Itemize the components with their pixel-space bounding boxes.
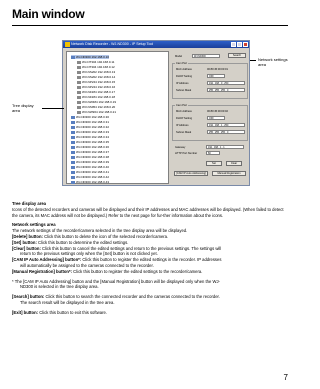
recorder-icon	[71, 171, 75, 174]
clear-button[interactable]: Clear	[226, 161, 242, 166]
minimize-icon[interactable]	[231, 42, 236, 47]
app-window-screenshot	[62, 40, 250, 186]
title-rule	[12, 25, 288, 26]
window-controls	[231, 42, 248, 47]
tree-item-label: WV-NP244 192.168.0.15	[82, 80, 116, 84]
tree-item[interactable]	[77, 65, 115, 69]
ip-label: IP Address	[176, 82, 189, 85]
tree-display-callout: Tree display area	[12, 103, 34, 113]
ip-field[interactable]: 192 . 168 . 0 . 250	[207, 81, 245, 85]
section-heading: Tree display area	[12, 201, 46, 206]
recorder-icon	[71, 181, 75, 184]
camera-icon	[77, 96, 81, 99]
tree-item-label: WV-NP244 192.168.0.16	[82, 85, 116, 89]
subnet-field[interactable]: 255 . 255 . 255 . 0	[207, 88, 245, 92]
camera-icon	[77, 61, 81, 64]
model-label: Model	[175, 55, 183, 58]
gateway-field[interactable]: 192 . 168 . 1 . 1	[206, 145, 244, 149]
paragraph: [CAM IP Auto Addressing] button*: Click this button to register the edited settings in the recorder. IP addresses	[12, 257, 222, 263]
tree-item[interactable]	[71, 125, 109, 129]
camera-icon	[77, 101, 81, 104]
recorder-icon	[71, 166, 75, 169]
group-header: Cam Port	[176, 104, 187, 107]
manual-registration-button[interactable]: Manual Registration	[212, 171, 246, 176]
tree-item[interactable]	[77, 110, 116, 114]
tree-item[interactable]	[77, 105, 115, 109]
note: ND300 is selected in the tree display area.	[20, 284, 99, 290]
note: * The [CAM IP Auto Addressing] button and the [Manual Registration] button will be displayed only when the WJ-	[12, 278, 220, 284]
tree-item[interactable]	[77, 60, 114, 64]
recorder-icon	[71, 121, 75, 124]
window-titlebar	[63, 41, 249, 48]
camera-icon	[77, 111, 81, 114]
paragraph: will automatically be assigned to the cameras connected to the recorder.	[20, 262, 154, 268]
mac-value: 00:80:45:00:00:01	[207, 68, 228, 71]
tree-display-area[interactable]	[66, 51, 169, 184]
ip-label: IP Address	[176, 124, 189, 127]
search-button[interactable]: Search	[228, 53, 246, 58]
mac-label: MAC Address	[176, 68, 192, 71]
tree-item-label: WV-NW964 192.168.0.21	[82, 110, 117, 114]
dhcp-select[interactable]: OFF	[207, 74, 225, 78]
subnet-label: Subnet Mask	[176, 131, 192, 134]
camera-icon	[77, 91, 81, 94]
description-text	[12, 201, 290, 316]
tree-item[interactable]	[77, 100, 116, 104]
set-button[interactable]: Set	[206, 161, 222, 166]
tree-item-label: WJ-ND300 192.168.0.37	[76, 150, 110, 154]
maximize-icon[interactable]	[237, 42, 242, 47]
recorder-icon	[71, 176, 75, 179]
paragraph: [Exit] button: Click this button to exit this software.	[12, 309, 107, 315]
tree-item-label: WJ-ND300 192.168.0.36	[76, 145, 110, 149]
tree-item-label: WV-NS202 192.168.0.13	[82, 70, 116, 74]
tree-item[interactable]	[71, 140, 109, 144]
close-icon[interactable]	[243, 42, 248, 47]
tree-item[interactable]	[71, 55, 109, 59]
tree-item[interactable]	[71, 170, 109, 174]
tree-item[interactable]	[77, 80, 115, 84]
tree-item[interactable]	[71, 150, 109, 154]
tree-item-label: WJ-ND300 192.168.0.40	[76, 165, 110, 169]
page-title: Main window	[12, 7, 85, 21]
recorder-icon	[71, 131, 75, 134]
model-field: WJ-ND300	[192, 54, 220, 58]
network-callout-leader	[250, 60, 256, 61]
camera-icon	[77, 66, 81, 69]
tree-item[interactable]	[77, 85, 115, 89]
recorder-icon	[71, 156, 75, 159]
subnet-field[interactable]: 255 . 255 . 255 . 0	[207, 130, 245, 134]
tree-item[interactable]	[77, 95, 115, 99]
ip-field[interactable]: 192 . 168 . 1 . 250	[207, 123, 245, 127]
camera-icon	[77, 71, 81, 74]
tree-item-label: WV-NF284 192.168.0.17	[82, 90, 116, 94]
recorder-icon	[71, 56, 75, 59]
tree-item-label: WV-NF284 192.168.0.18	[82, 95, 116, 99]
mac-value: 00:80:45:00:00:02	[207, 110, 228, 113]
recorder-icon	[71, 141, 75, 144]
tree-item-label: WV-NS202 192.168.0.14	[82, 75, 116, 79]
tree-item-label: WJ-ND300 192.168.0.35	[76, 140, 110, 144]
tree-item[interactable]	[71, 115, 109, 119]
recorder-icon	[71, 136, 75, 139]
tree-callout-leader	[42, 108, 64, 109]
tree-item[interactable]	[77, 75, 115, 79]
paragraph: [Manual Registration] button*: Click this button to register the edited settings to the recorder/camera.	[12, 268, 203, 274]
paragraph: The search result will be displayed in the tree area.	[20, 299, 115, 305]
tree-item[interactable]	[71, 130, 109, 134]
tree-item-label: WJ-ND300 192.168.0.41	[76, 170, 110, 174]
paragraph: [Search] button: Click this button to search the connected recorder and the cameras connected to the recorder.	[12, 294, 220, 300]
camera-icon	[77, 81, 81, 84]
tree-item-label: WJ-NT304 192.168.0.12	[82, 65, 115, 69]
tree-item-label: WJ-ND300 192.168.0.42	[76, 175, 110, 179]
tree-item[interactable]	[71, 180, 109, 184]
paragraph: return to the previous settings only when the [Set] button is not clicked yet.	[20, 251, 158, 257]
window-title: Network Disk Recorder - WJ-ND300 - IP Setup Tool	[71, 42, 154, 46]
recorder-icon	[71, 151, 75, 154]
tree-item-label: WJ-ND300 192.168.0.39	[76, 160, 110, 164]
tree-item-label: WJ-ND300 192.168.0.32	[76, 125, 110, 129]
tree-item-label: WJ-NT304 192.168.0.11	[82, 60, 115, 64]
camera-icon	[77, 86, 81, 89]
paragraph: The network settings of the recorder/camera selected in the tree display area will be displayed.	[12, 228, 188, 234]
recorder-icon	[71, 161, 75, 164]
paragraph: Icons of the detected recorders and cameras will be displayed and their IP addresses and MAC addresses will be displayed. (When failed to detect the camera, its MAC address will not be displayed.) Refer to the next page for fur-ther information about the icons.	[12, 206, 284, 218]
tree-item-label: WV-NS954 192.168.0.20	[82, 105, 116, 109]
tree-item-label: WJ-ND300 192.168.0.30	[76, 115, 110, 119]
network-settings-area	[172, 51, 248, 184]
tree-item[interactable]	[71, 175, 109, 179]
tree-item[interactable]	[71, 135, 109, 139]
gateway-label: Gateway	[175, 146, 186, 149]
tree-item-label: WJ-ND300 192.168.0.34	[76, 135, 110, 139]
tree-item-label: WJ-ND300 192.168.0.33	[76, 130, 110, 134]
tree-item-label: WJ-ND300 192.168.0.43	[76, 180, 110, 184]
http-port-field[interactable]: 80	[206, 151, 220, 155]
tree-item[interactable]	[71, 145, 109, 149]
cam-ip-auto-addressing-button[interactable]: [CAM IP Auto Addressing]	[174, 171, 208, 176]
app-icon	[65, 42, 70, 47]
tree-item-label: WV-NW484 192.168.0.19	[82, 100, 117, 104]
recorder-icon	[71, 116, 75, 119]
dhcp-label: DHCP Setting	[176, 117, 193, 120]
tree-item[interactable]	[71, 120, 109, 124]
page-number: 7	[283, 373, 288, 382]
dhcp-label: DHCP Setting	[176, 75, 193, 78]
section-heading: Network settings area	[12, 222, 56, 228]
tree-item[interactable]	[77, 90, 115, 94]
tree-item-label: WJ-ND300 192.168.0.31	[76, 120, 110, 124]
camera-icon	[77, 106, 81, 109]
tree-item-label: WJ-ND300 192.168.0.38	[76, 155, 110, 159]
mac-label: MAC Address	[176, 110, 192, 113]
subnet-label: Subnet Mask	[176, 89, 192, 92]
paragraph: [Delete] button: Click this button to delete the icon of the selected recorder/camera.	[12, 233, 169, 239]
recorder-icon	[71, 146, 75, 149]
recorder-icon	[71, 126, 75, 129]
paragraph: [Set] button: Click this button to determine the edited settings.	[12, 239, 129, 245]
http-port-label: HTTP Port Number	[175, 152, 198, 155]
cam-port-group-1	[172, 63, 248, 99]
group-header: Cam Port	[176, 62, 187, 65]
tree-item-label: WJ-ND300 192.168.0.10	[76, 55, 110, 59]
paragraph: [Clear] button: Click this button to cancel the edited settings and return to the previous settings. The settings will	[12, 245, 222, 251]
tree-item[interactable]	[71, 165, 109, 169]
tree-item[interactable]	[71, 160, 109, 164]
camera-icon	[77, 76, 81, 79]
tree-item[interactable]	[71, 155, 109, 159]
tree-item[interactable]	[77, 70, 115, 74]
dhcp-select[interactable]: OFF	[207, 116, 225, 120]
cam-port-group-2	[172, 105, 248, 141]
network-settings-callout: Network settings area	[258, 57, 288, 67]
